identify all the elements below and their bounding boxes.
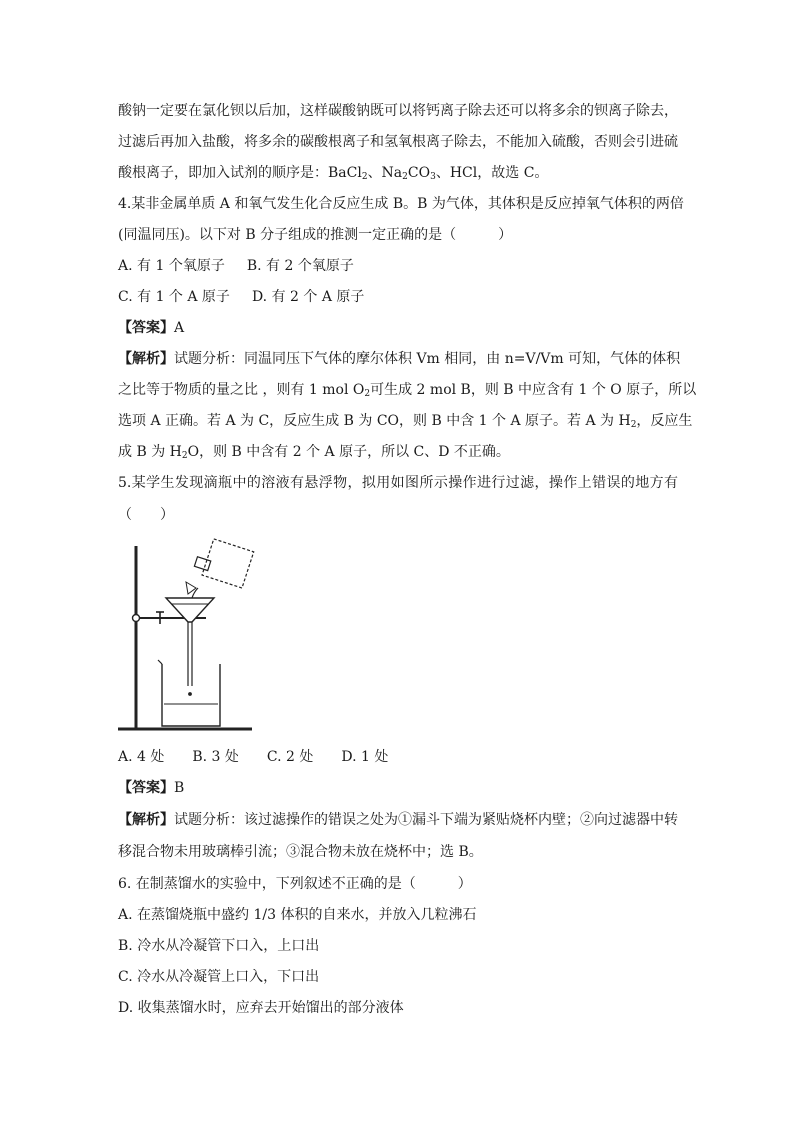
q4-option-d: D. 有 2 个 A 原子 <box>251 289 365 305</box>
q4-stem-line-2: (同温同压)。以下对 B 分子组成的推测一定正确的是（ ） <box>118 227 513 243</box>
clamp-boss <box>133 615 140 622</box>
q5-stem-line-1: 5.某学生发现滴瓶中的溶液有悬浮物，拟用如图所示操作进行过滤，操作上错误的地方有 <box>118 475 678 491</box>
q4-analysis-line-4: 成 B 为 $H_2O$，则 B 中含有 2 个 A 原子，所以 C、D 不正确。 <box>118 444 510 461</box>
q4-answer: 【答案】A <box>118 320 185 336</box>
dropper-bottle <box>193 536 254 588</box>
q4-analysis-line-2: 之比等于物质的量之比 ，则有 1 mol $O_2$可生成 2 mol B，则 B 中应含有 1 个 O 原子，所以 <box>118 382 697 399</box>
q4-option-a: A. 有 1 个氧原子 <box>118 258 225 274</box>
q3-analysis-line-3: 酸根离子，即加入试剂的顺序是：BaCl$_2$、$Na_2CO_3$、HCl，故选 C。 <box>118 165 549 182</box>
q6-stem: 6. 在制蒸馏水的实验中，下列叙述不正确的是（ ） <box>118 876 472 892</box>
q5-options: A. 4 处 B. 3 处 C. 2 处 D. 1 处 <box>118 749 389 765</box>
q6-option-d: D. 收集蒸馏水时，应弃去开始馏出的部分液体 <box>118 1000 404 1016</box>
q4-stem-line-1: 4.某非金属单质 A 和氧气发生化合反应生成 B。B 为气体，其体积是反应掉氧气体积的两倍 <box>118 196 684 212</box>
q3-analysis-line-1: 酸钠一定要在氯化钡以后加，这样碳酸钠既可以将钙离子除去还可以将多余的钡离子除去， <box>118 103 678 119</box>
q5-answer: 【答案】B <box>118 780 185 796</box>
q6-option-a: A. 在蒸馏烧瓶中盛约 1/3 体积的自来水，并放入几粒沸石 <box>118 907 477 923</box>
q5-stem-line-2: （ ） <box>118 507 174 523</box>
q5-analysis-line-2: 移混合物未用玻璃棒引流；③混合物未放在烧杯中；选 B。 <box>118 844 483 860</box>
filtration-diagram <box>116 536 256 736</box>
q3-analysis-line-2: 过滤后再加入盐酸，将多余的碳酸根离子和氢氧根离子除去，不能加入硫酸，否则会引进硫 <box>118 134 678 150</box>
q5-analysis-line-1: 【解析】试题分析：该过滤操作的错误之处为①漏斗下端为紧贴烧杯内壁；②向过滤器中转 <box>118 812 678 828</box>
q4-analysis-line-3: 选项 A 正确。若 A 为 C，反应生成 B 为 CO，则 B 中含 1 个 A 原子。若 A 为 $H_2$，反应生 <box>118 413 693 430</box>
q4-option-b: B. 有 2 个氧原子 <box>246 258 354 274</box>
q4-options-row-2 <box>118 288 678 306</box>
drop <box>189 693 191 695</box>
q6-option-c: C. 冷水从冷凝管上口入，下口出 <box>118 969 320 985</box>
q4-analysis-line-1: 【解析】试题分析：同温同压下气体的摩尔体积 Vm 相同，由 n=V/Vm 可知，气体的体积 <box>118 351 681 367</box>
filtration-apparatus-figure <box>116 536 256 736</box>
q4-option-c: C. 有 1 个 A 原子 <box>118 289 230 305</box>
q4-options-row-1 <box>118 257 678 275</box>
q6-option-b: B. 冷水从冷凝管下口入，上口出 <box>118 938 320 954</box>
